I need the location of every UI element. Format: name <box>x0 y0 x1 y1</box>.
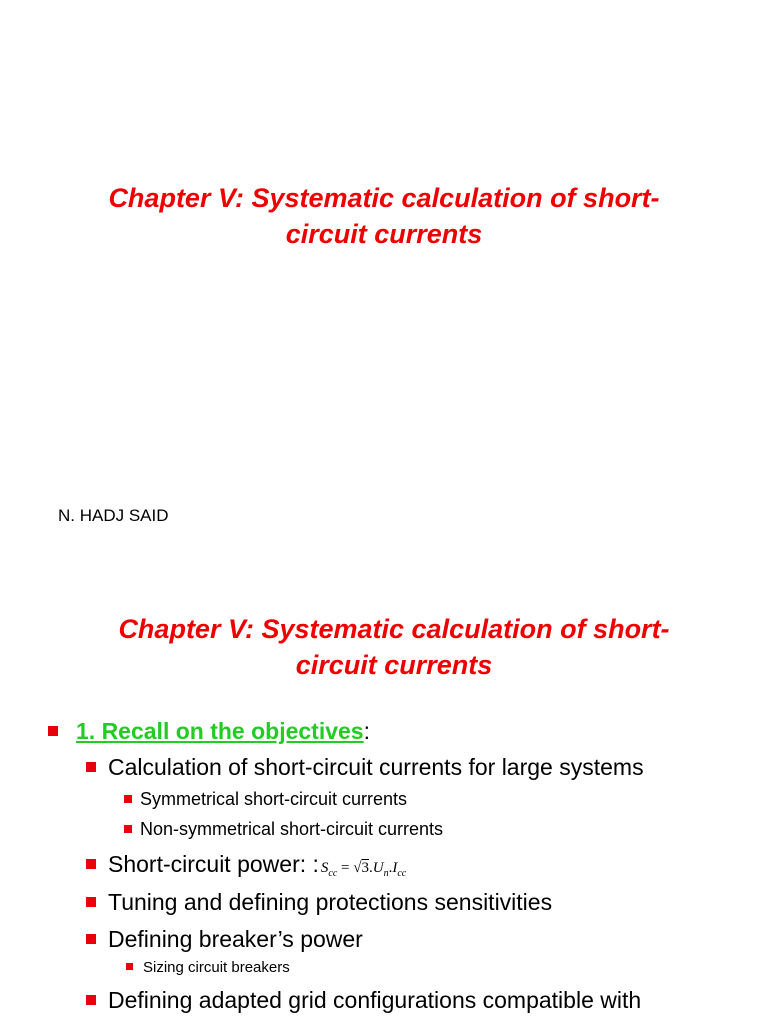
slide-objectives <box>0 576 768 1024</box>
title-line-2: circuit currents <box>285 219 483 249</box>
bullet-item <box>86 851 406 879</box>
bullet-text: Defining adapted grid configurations compatible with <box>108 987 642 1013</box>
author-name: N. HADJ SAID <box>58 506 169 525</box>
title-line-1: Chapter V: Systematic calculation of short- <box>108 183 660 213</box>
sub-bullet-item <box>124 789 407 810</box>
objectives-heading-link[interactable]: 1. Recall on the objectives <box>76 718 364 744</box>
bullet-text: Defining breaker’s power <box>108 926 363 952</box>
bullet-item <box>86 926 363 953</box>
slide-title <box>40 180 728 252</box>
title-line-1: Chapter V: Systematic calculation of short- <box>118 614 670 644</box>
bullet-text: Short-circuit power: : <box>108 851 319 877</box>
bullet-text: Tuning and defining protections sensitivities <box>108 889 553 915</box>
bullet-item <box>86 987 641 1014</box>
short-circuit-power-formula: $S_{cc} = √3.U_n.I_{cc}$ <box>320 860 407 879</box>
bullet-text: Non-symmetrical short-circuit currents <box>140 819 444 839</box>
title-line-2: circuit currents <box>295 650 493 680</box>
square-root-icon: √ <box>353 860 362 876</box>
bullet-square-icon <box>124 825 132 833</box>
bullet-square-icon <box>124 795 132 803</box>
sub-bullet-item <box>126 959 290 976</box>
bullet-item <box>86 889 552 916</box>
bullet-square-icon <box>126 963 133 970</box>
bullet-text: Symmetrical short-circuit currents <box>140 789 408 809</box>
bullet-objectives-heading <box>48 718 370 745</box>
bullet-text: Sizing circuit breakers <box>143 959 290 976</box>
bullet-square-icon <box>86 934 96 944</box>
heading-colon: : <box>363 718 370 744</box>
slide-title <box>50 611 738 683</box>
bullet-square-icon <box>48 726 58 736</box>
bullet-square-icon <box>86 859 96 869</box>
bullet-text: Calculation of short-circuit currents for large systems <box>108 754 644 780</box>
bullet-square-icon <box>86 762 96 772</box>
bullet-item <box>86 754 644 781</box>
sub-bullet-item <box>124 819 443 840</box>
bullet-square-icon <box>86 995 96 1005</box>
bullet-square-icon <box>86 897 96 907</box>
